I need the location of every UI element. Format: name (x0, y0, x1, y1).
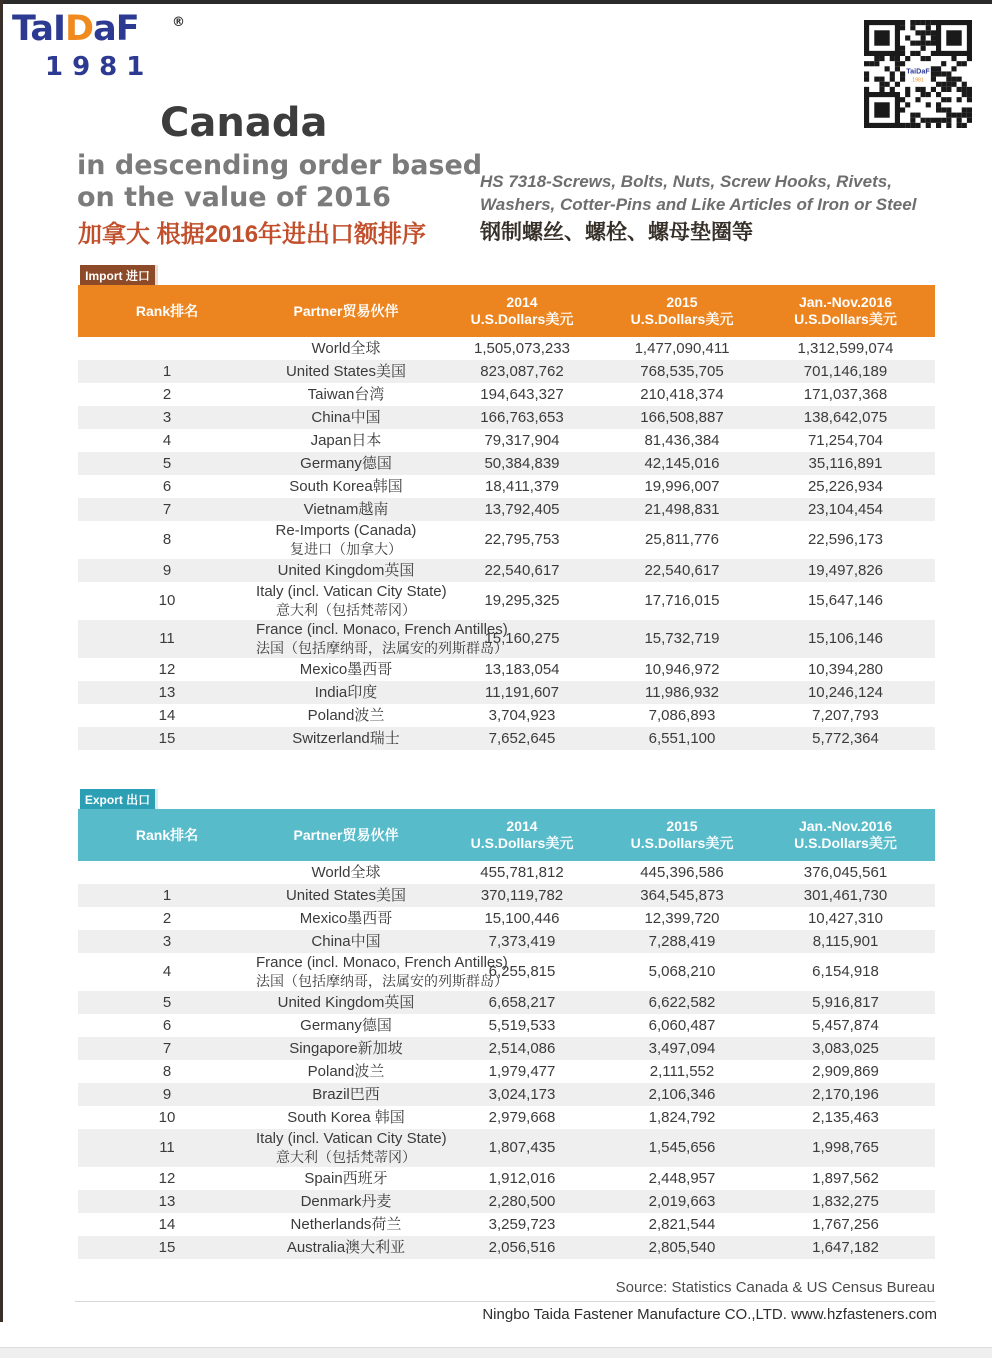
value-2014-cell: 1,912,016 (488, 1169, 556, 1187)
value-2016-cell: 1,897,562 (812, 1169, 879, 1187)
table-row (78, 861, 935, 884)
value-2014-cell: 15,100,446 (484, 909, 560, 927)
value-2014-cell: 1,979,477 (488, 1062, 556, 1080)
table-row (78, 1014, 935, 1037)
partner-cell: South Korea韩国 (289, 477, 403, 495)
value-2015-cell: 11,986,932 (645, 683, 719, 701)
value-2014-cell: 370,119,782 (480, 886, 564, 904)
partner-cell: United Kingdom英国 (277, 993, 415, 1011)
value-2014-cell: 455,781,812 (480, 863, 564, 881)
value-2014-cell: 2,979,668 (488, 1108, 556, 1126)
export-tab: Export 出口 (80, 789, 158, 809)
value-2014-cell: 2,514,086 (488, 1039, 556, 1057)
value-2014-cell: 3,259,723 (488, 1215, 556, 1233)
page-left-edge (0, 0, 3, 1322)
table-row (78, 907, 935, 930)
value-2014-cell: 1,807,435 (488, 1139, 556, 1156)
footer-divider (75, 1301, 935, 1302)
value-2015-cell: 42,145,016 (644, 454, 720, 472)
rank-cell: 3 (162, 932, 172, 950)
rank-cell: 14 (158, 1215, 176, 1233)
rank-cell: 12 (158, 660, 176, 678)
value-2016-cell: 3,083,025 (812, 1039, 879, 1057)
partner-cell: Re-Imports (Canada) 复进口（加拿大） (275, 522, 417, 557)
source-note: Source: Statistics Canada & US Census Bureau (615, 1279, 935, 1296)
value-2015-cell: 2,111,552 (649, 1062, 715, 1080)
partner-cell: China中国 (311, 408, 381, 426)
value-2015-cell: 6,551,100 (648, 729, 716, 747)
partner-cell: Italy (incl. Vatican City State) 意大利（包括梵蒂冈） (256, 583, 447, 618)
table-row (78, 1083, 935, 1106)
column-header-2015: 2015 U.S.Dollars美元 (630, 818, 734, 851)
partner-cell: Vietnam越南 (303, 500, 389, 518)
value-2014-cell: 1,505,073,233 (474, 339, 570, 357)
value-2014-cell: 13,792,405 (484, 500, 560, 518)
value-2016-cell: 15,106,146 (807, 630, 884, 647)
value-2015-cell: 6,060,487 (648, 1016, 716, 1034)
column-header-2015: 2015 U.S.Dollars美元 (630, 294, 734, 327)
value-2016-cell: 376,045,561 (803, 863, 888, 881)
value-2016-cell: 19,497,826 (807, 561, 884, 579)
partner-cell: Denmark丹麦 (300, 1192, 392, 1210)
value-2015-cell: 445,396,586 (640, 863, 724, 881)
table-row (78, 475, 935, 498)
value-2015-cell: 210,418,374 (640, 385, 724, 403)
rank-cell: 13 (158, 683, 176, 701)
partner-cell: Germany德国 (300, 1016, 392, 1034)
value-2016-cell: 1,647,182 (812, 1238, 879, 1256)
import-table-header (78, 285, 935, 337)
value-2015-cell: 2,019,663 (648, 1192, 716, 1210)
partner-cell: China中国 (311, 932, 381, 950)
value-2015-cell: 81,436,384 (644, 431, 720, 449)
value-2015-cell: 1,824,792 (648, 1108, 716, 1126)
hs-description-line2: Washers, Cotter-Pins and Like Articles of Iron or Steel (480, 195, 917, 214)
value-2016-cell: 1,312,599,074 (797, 339, 894, 357)
table-row (78, 452, 935, 475)
rank-cell: 5 (162, 993, 172, 1011)
value-2016-cell: 1,998,765 (812, 1139, 879, 1156)
value-2016-cell: 2,135,463 (812, 1108, 879, 1126)
rank-cell: 1 (162, 886, 172, 904)
value-2016-cell: 2,909,869 (812, 1062, 879, 1080)
value-2014-cell: 22,540,617 (484, 561, 560, 579)
rank-cell: 6 (162, 477, 172, 495)
rank-cell: 12 (158, 1169, 176, 1187)
value-2016-cell: 5,457,874 (812, 1016, 879, 1034)
rank-cell: 1 (162, 362, 172, 380)
value-2016-cell: 5,916,817 (812, 993, 879, 1011)
value-2014-cell: 11,191,607 (485, 683, 559, 701)
value-2016-cell: 7,207,793 (812, 706, 879, 724)
table-row (78, 620, 935, 658)
value-2016-cell: 15,647,146 (807, 592, 884, 609)
subtitle-line2: on the value of 2016 (77, 182, 391, 213)
value-2016-cell: 138,642,075 (803, 408, 888, 426)
table-row (78, 1190, 935, 1213)
rank-cell: 3 (162, 408, 172, 426)
import-section (78, 265, 935, 750)
value-2014-cell: 6,255,815 (488, 963, 556, 980)
value-2015-cell: 25,811,776 (645, 531, 719, 548)
value-2016-cell: 301,461,730 (803, 886, 888, 904)
value-2015-cell: 3,497,094 (648, 1039, 716, 1057)
column-header-partner: Partner贸易伙伴 (293, 826, 399, 843)
value-2014-cell: 2,280,500 (488, 1192, 556, 1210)
value-2014-cell: 6,658,217 (488, 993, 556, 1011)
value-2016-cell: 2,170,196 (812, 1085, 879, 1103)
page-subtitle-chinese: 加拿大 根据2016年进出口额排序 (78, 221, 427, 248)
value-2015-cell: 21,498,831 (644, 500, 720, 518)
import-table-body (78, 337, 935, 750)
svg-text:1981: 1981 (912, 77, 924, 84)
partner-cell: Brazil巴西 (312, 1085, 380, 1103)
partner-cell: Taiwan台湾 (307, 385, 385, 403)
rank-cell: 4 (162, 963, 172, 980)
value-2014-cell: 7,652,645 (488, 729, 556, 747)
value-2014-cell: 13,183,054 (484, 660, 560, 678)
value-2015-cell: 10,946,972 (644, 660, 720, 678)
table-row (78, 498, 935, 521)
rank-cell: 5 (162, 454, 172, 472)
import-tab: Import 进口 (80, 265, 158, 285)
value-2014-cell: 5,519,533 (488, 1016, 556, 1034)
rank-cell: 15 (158, 729, 176, 747)
rank-cell: 7 (162, 500, 172, 518)
hs-code-description (480, 170, 916, 216)
partner-cell: Mexico墨西哥 (299, 909, 393, 927)
partner-cell: South Korea 韩国 (287, 1108, 405, 1126)
column-header-partner: Partner贸易伙伴 (293, 302, 399, 319)
table-row (78, 704, 935, 727)
column-header-2014: 2014 U.S.Dollars美元 (470, 294, 574, 327)
rank-cell: 2 (162, 909, 172, 927)
table-row (78, 1236, 935, 1259)
rank-cell: 8 (162, 1062, 172, 1080)
rank-cell: 8 (162, 531, 172, 548)
table-row (78, 1167, 935, 1190)
rank-cell: 14 (158, 706, 176, 724)
value-2015-cell: 17,716,015 (644, 592, 720, 609)
table-row (78, 559, 935, 582)
value-2014-cell: 3,704,923 (488, 706, 556, 724)
subtitle-line1: in descending order based (77, 150, 483, 181)
value-2016-cell: 35,116,891 (808, 454, 883, 472)
table-row (78, 1213, 935, 1236)
hs-description-chinese: 钢制螺丝、螺栓、螺母垫圈等 (480, 221, 753, 244)
table-row (78, 727, 935, 750)
value-2015-cell: 2,448,957 (648, 1169, 716, 1187)
table-row (78, 360, 935, 383)
table-row (78, 582, 935, 620)
export-section (78, 789, 935, 1259)
brand-part-blue2: aF (93, 9, 139, 49)
rank-cell: 2 (162, 385, 172, 403)
table-row (78, 1037, 935, 1060)
value-2015-cell: 7,288,419 (648, 932, 716, 950)
table-row (78, 884, 935, 907)
column-header-2014: 2014 U.S.Dollars美元 (470, 818, 574, 851)
value-2014-cell: 823,087,762 (480, 362, 564, 380)
table-row (78, 383, 935, 406)
partner-cell: Spain西班牙 (304, 1169, 388, 1187)
qr-code (862, 20, 974, 128)
value-2016-cell: 701,146,189 (803, 362, 888, 380)
page-top-edge (0, 0, 992, 4)
rank-cell: 11 (159, 630, 175, 647)
table-row (78, 337, 935, 360)
page-bottom-edge (0, 1347, 992, 1358)
rank-cell: 15 (158, 1238, 176, 1256)
value-2015-cell: 364,545,873 (640, 886, 724, 904)
partner-cell: Switzerland瑞士 (292, 729, 400, 747)
rank-cell: 9 (162, 561, 172, 579)
value-2014-cell: 15,160,275 (484, 630, 560, 647)
value-2016-cell: 10,246,124 (807, 683, 884, 701)
value-2016-cell: 23,104,454 (807, 500, 884, 518)
value-2015-cell: 1,477,090,411 (634, 339, 730, 357)
partner-cell: Mexico墨西哥 (299, 660, 393, 678)
value-2014-cell: 22,795,753 (484, 531, 560, 548)
value-2015-cell: 6,622,582 (648, 993, 716, 1011)
brand-part-blue: TaI (12, 9, 66, 49)
value-2014-cell: 19,295,325 (484, 592, 560, 609)
table-row (78, 406, 935, 429)
rank-cell: 9 (162, 1085, 172, 1103)
partner-cell: Poland波兰 (307, 1062, 385, 1080)
value-2016-cell: 1,767,256 (812, 1215, 879, 1233)
table-row (78, 991, 935, 1014)
partner-cell: France (incl. Monaco, French Antilles) 法国（包括摩纳哥，法属安的列斯群岛） (256, 954, 508, 989)
value-2016-cell: 8,115,901 (812, 932, 879, 950)
rank-cell: 10 (158, 1108, 176, 1126)
hs-description-line1: HS 7318-Screws, Bolts, Nuts, Screw Hooks, Rivets, (480, 172, 892, 191)
partner-cell: Italy (incl. Vatican City State) 意大利（包括梵蒂冈） (256, 1130, 447, 1165)
partner-cell: Germany德国 (300, 454, 392, 472)
value-2015-cell: 2,821,544 (648, 1215, 716, 1233)
table-row (78, 521, 935, 559)
value-2014-cell: 50,384,839 (484, 454, 560, 472)
column-header-rank: Rank排名 (135, 826, 199, 843)
value-2014-cell: 18,411,379 (485, 477, 559, 495)
value-2015-cell: 7,086,893 (648, 706, 716, 724)
rank-cell: 10 (158, 592, 176, 609)
table-row (78, 930, 935, 953)
rank-cell: 7 (162, 1039, 172, 1057)
value-2015-cell: 1,545,656 (648, 1139, 716, 1156)
table-row (78, 658, 935, 681)
rank-cell: 11 (159, 1139, 175, 1156)
value-2014-cell: 2,056,516 (488, 1238, 556, 1256)
table-row (78, 953, 935, 991)
partner-cell: Australia澳大利亚 (286, 1238, 406, 1256)
value-2015-cell: 2,106,346 (648, 1085, 716, 1103)
partner-cell: World全球 (311, 863, 381, 881)
value-2016-cell: 6,154,918 (812, 963, 879, 980)
column-header-rank: Rank排名 (135, 302, 199, 319)
value-2016-cell: 10,394,280 (807, 660, 884, 678)
partner-cell: World全球 (311, 339, 381, 357)
company-footer: Ningbo Taida Fastener Manufacture CO.,LTD. www.hzfasteners.com (482, 1306, 937, 1323)
value-2016-cell: 10,427,310 (807, 909, 884, 927)
partner-cell: Poland波兰 (307, 706, 385, 724)
partner-cell: Japan日本 (310, 431, 382, 449)
table-row (78, 681, 935, 704)
page-subtitle (77, 150, 482, 214)
brand-name (12, 9, 184, 49)
rank-cell: 6 (162, 1016, 172, 1034)
value-2016-cell: 171,037,368 (803, 385, 888, 403)
partner-cell: United States美国 (285, 362, 407, 380)
export-table-body (78, 861, 935, 1259)
table-row (78, 429, 935, 452)
value-2015-cell: 2,805,540 (648, 1238, 716, 1256)
table-row (78, 1129, 935, 1167)
partner-cell: France (incl. Monaco, French Antilles) 法国（包括摩纳哥，法属安的列斯群岛） (256, 621, 508, 656)
rank-cell: 4 (162, 431, 172, 449)
value-2015-cell: 5,068,210 (648, 963, 716, 980)
partner-cell: United States美国 (285, 886, 407, 904)
value-2014-cell: 7,373,419 (488, 932, 556, 950)
table-row (78, 1060, 935, 1083)
value-2015-cell: 22,540,617 (644, 561, 720, 579)
registered-mark-icon: ® (172, 15, 184, 30)
value-2015-cell: 768,535,705 (640, 362, 724, 380)
taidaf-logo (12, 9, 184, 82)
export-table-header (78, 809, 935, 861)
value-2016-cell: 22,596,173 (807, 531, 884, 548)
partner-cell: United Kingdom英国 (277, 561, 415, 579)
svg-text:TaiDaF: TaiDaF (906, 66, 930, 76)
value-2015-cell: 12,399,720 (644, 909, 720, 927)
value-2014-cell: 79,317,904 (484, 431, 560, 449)
partner-cell: India印度 (314, 683, 378, 701)
value-2014-cell: 194,643,327 (480, 385, 564, 403)
table-row (78, 1106, 935, 1129)
brand-part-orange: D (65, 9, 94, 49)
value-2016-cell: 1,832,275 (812, 1192, 879, 1210)
column-header-2016: Jan.-Nov.2016 U.S.Dollars美元 (794, 294, 897, 327)
partner-cell: Singapore新加坡 (289, 1039, 403, 1057)
brand-year: 1981 (45, 52, 154, 82)
value-2016-cell: 5,772,364 (812, 729, 879, 747)
rank-cell: 13 (158, 1192, 176, 1210)
value-2015-cell: 15,732,719 (644, 630, 720, 647)
value-2016-cell: 71,254,704 (807, 431, 884, 449)
column-header-2016: Jan.-Nov.2016 U.S.Dollars美元 (794, 818, 897, 851)
partner-cell: Netherlands荷兰 (290, 1215, 402, 1233)
value-2015-cell: 166,508,887 (640, 408, 724, 426)
value-2015-cell: 19,996,007 (644, 477, 720, 495)
page-title: Canada (160, 100, 328, 146)
value-2014-cell: 3,024,173 (488, 1085, 556, 1103)
value-2014-cell: 166,763,653 (480, 408, 564, 426)
value-2016-cell: 25,226,934 (807, 477, 884, 495)
